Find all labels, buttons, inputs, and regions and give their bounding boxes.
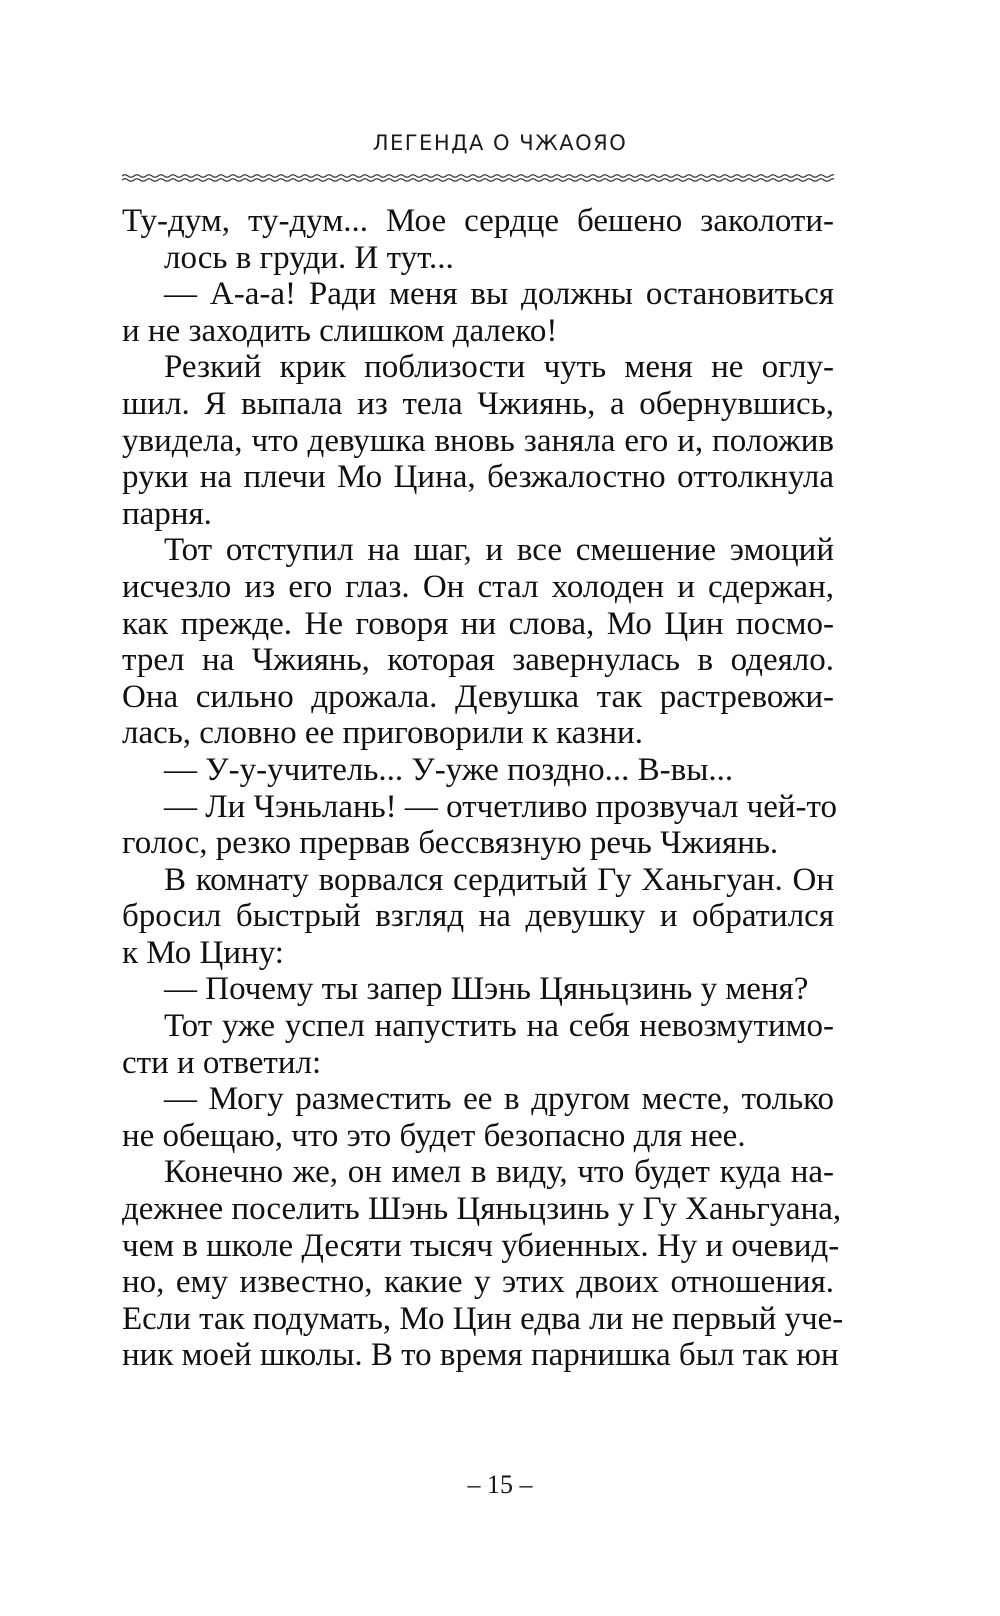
text-line: парня. xyxy=(122,495,212,532)
text-line: исчезло из его глаз. Он стал холоден и сдержан, xyxy=(122,568,834,605)
text-line: — У-у-учитель... У-уже поздно... В-вы... xyxy=(164,751,734,788)
text-line: дежнее поселить Шэнь Цяньцзинь у Гу Ханьгуана, xyxy=(122,1191,842,1228)
text-line: Резкий крик поблизости чуть меня не оглу- xyxy=(164,349,834,386)
text-line: лось в груди. И тут... xyxy=(164,239,454,276)
text-line: — А-а-а! Ради меня вы должны остановиться xyxy=(164,276,834,313)
text-line: Ту-дум, ту-дум... Мое сердце бешено заколоти- xyxy=(122,203,834,239)
running-header: ЛЕГЕНДА О ЧЖАОЯО xyxy=(372,131,628,155)
text-line: Конечно же, он имел в виду, что будет куда на- xyxy=(164,1154,834,1191)
text-line: ник моей школы. В то время парнишка был так юн xyxy=(122,1337,839,1374)
text-line: но, ему известно, какие у этих двоих отношения. xyxy=(122,1264,834,1301)
text-line: трел на Чжиянь, которая завернулась в одеяло. xyxy=(122,642,834,679)
text-line: как прежде. Не говоря ни слова, Мо Цин посмо- xyxy=(122,605,834,642)
text-line: — Могу разместить ее в другом месте, только xyxy=(164,1081,834,1118)
text-line: шил. Я выпала из тела Чжиянь, а обернувшись, xyxy=(122,385,834,422)
text-line: Если так подумать, Мо Цин едва ли не первый уче- xyxy=(122,1300,844,1337)
text-line: к Мо Цину: xyxy=(122,934,284,971)
text-line: и не заходить слишком далеко! xyxy=(122,312,558,349)
text-line: бросил быстрый взгляд на девушку и обратился xyxy=(122,898,834,935)
text-line: увидела, что девушка вновь заняла его и, положив xyxy=(122,422,834,459)
text-line: голос, резко прервав бессвязную речь Чжиянь. xyxy=(122,825,779,862)
text-line: руки на плечи Мо Цина, безжалостно оттолкнула xyxy=(122,459,834,496)
text-line: Она сильно дрожала. Девушка так растревожи- xyxy=(122,678,834,715)
body-text xyxy=(122,203,844,1374)
text-line: чем в школе Десяти тысяч убиенных. Ну и очевид- xyxy=(122,1227,840,1264)
text-line: Тот отступил на шаг, и все смешение эмоций xyxy=(164,532,834,569)
wavy-rule-ornament xyxy=(122,172,834,184)
text-line: Тот уже успел напустить на себя невозмутимо- xyxy=(164,1008,834,1045)
text-line: В комнату ворвался сердитый Гу Ханьгуан. Он xyxy=(164,861,834,898)
text-line: лась, словно ее приговорили к казни. xyxy=(122,715,643,752)
text-line: сти и ответил: xyxy=(122,1044,322,1081)
page-number: – 15 – xyxy=(467,1470,533,1499)
text-line: — Ли Чэньлань! — отчетливо прозвучал чей-то xyxy=(164,788,838,825)
text-line: — Почему ты запер Шэнь Цяньцзинь у меня? xyxy=(164,971,809,1008)
text-line: не обещаю, что это будет безопасно для нее. xyxy=(122,1117,746,1154)
